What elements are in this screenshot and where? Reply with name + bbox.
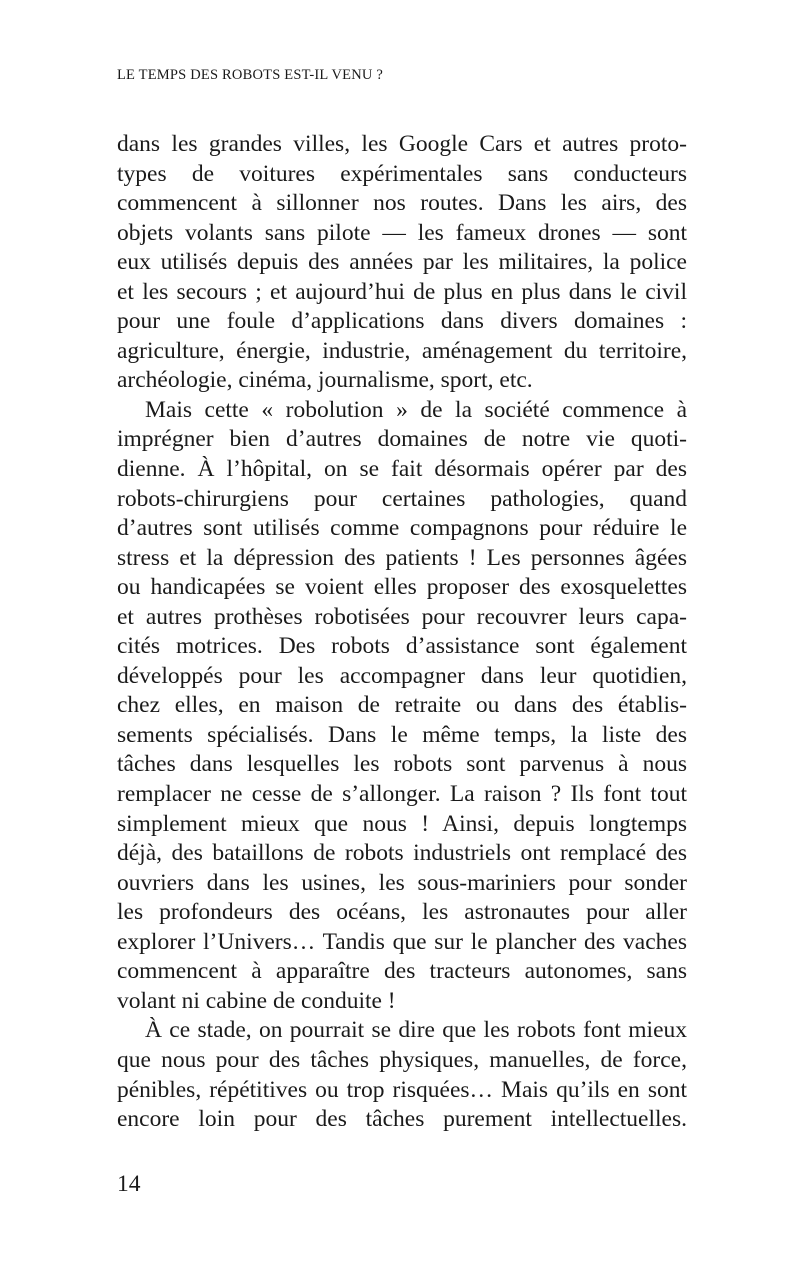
paragraph bbox=[117, 396, 687, 1016]
text-line: stress et la dépression des patients ! Les personnes âgées bbox=[117, 544, 687, 571]
text-line: pour une foule d’applications dans divers domaines : bbox=[117, 308, 687, 335]
text-line: À ce stade, on pourrait se dire que les robots font mieux bbox=[145, 1017, 687, 1044]
text-line: pénibles, répétitives ou trop risquées… Mais qu’ils en sont bbox=[117, 1076, 687, 1103]
text-line: déjà, des bataillons de robots industriels ont remplacé des bbox=[117, 840, 687, 867]
page-number: 14 bbox=[117, 1171, 141, 1197]
text-line: sements spécialisés. Dans le même temps, la liste des bbox=[117, 721, 687, 748]
text-line: encore loin pour des tâches purement intellectuelles. bbox=[117, 1106, 687, 1133]
paragraph bbox=[117, 1016, 687, 1134]
text-line: Mais cette « robolution » de la société commence à bbox=[145, 396, 687, 423]
text-line: cités motrices. Des robots d’assistance sont également bbox=[117, 633, 687, 660]
text-line: archéologie, cinéma, journalisme, sport, etc. bbox=[117, 367, 533, 394]
text-line: remplacer ne cesse de s’allonger. La raison ? Ils font tout bbox=[117, 781, 687, 808]
text-line: eux utilisés depuis des années par les militaires, la police bbox=[117, 249, 687, 276]
text-line: et les secours ; et aujourd’hui de plus en plus dans le civil bbox=[117, 278, 687, 305]
text-line: développés pour les accompagner dans leur quotidien, bbox=[117, 662, 687, 689]
text-line: ou handicapées se voient elles proposer des exosquelettes bbox=[117, 574, 687, 601]
text-line: simplement mieux que nous ! Ainsi, depuis longtemps bbox=[117, 810, 687, 837]
text-line: tâches dans lesquelles les robots sont parvenus à nous bbox=[117, 751, 687, 778]
text-line: types de voitures expérimentales sans conducteurs bbox=[117, 160, 687, 187]
text-line: commencent à sillonner nos routes. Dans les airs, des bbox=[117, 190, 687, 217]
body-text bbox=[117, 130, 687, 1135]
paragraph bbox=[117, 130, 687, 396]
text-line: volant ni cabine de conduite ! bbox=[117, 987, 396, 1014]
text-line: commencent à apparaître des tracteurs autonomes, sans bbox=[117, 958, 687, 985]
text-line: d’autres sont utilisés comme compagnons pour réduire le bbox=[117, 515, 687, 542]
text-line: agriculture, énergie, industrie, aménagement du territoire, bbox=[117, 337, 687, 364]
text-line: les profondeurs des océans, les astronautes pour aller bbox=[117, 899, 687, 926]
text-line: imprégner bien d’autres domaines de notre vie quoti- bbox=[117, 426, 687, 453]
text-line: chez elles, en maison de retraite ou dans des établis- bbox=[117, 692, 687, 719]
text-line: robots-chirurgiens pour certaines pathologies, quand bbox=[117, 485, 687, 512]
running-header: LE TEMPS DES ROBOTS EST-IL VENU ? bbox=[117, 67, 384, 83]
text-line: ouvriers dans les usines, les sous-mariniers pour sonder bbox=[117, 869, 687, 896]
text-line: dienne. À l’hôpital, on se fait désormais opérer par des bbox=[117, 456, 687, 483]
text-line: et autres prothèses robotisées pour recouvrer leurs capa- bbox=[117, 603, 687, 630]
text-line: objets volants sans pilote — les fameux drones — sont bbox=[117, 219, 687, 246]
text-line: explorer l’Univers… Tandis que sur le plancher des vaches bbox=[117, 928, 687, 955]
text-line: dans les grandes villes, les Google Cars et autres proto- bbox=[117, 131, 687, 157]
text-line: que nous pour des tâches physiques, manuelles, de force, bbox=[117, 1046, 687, 1073]
